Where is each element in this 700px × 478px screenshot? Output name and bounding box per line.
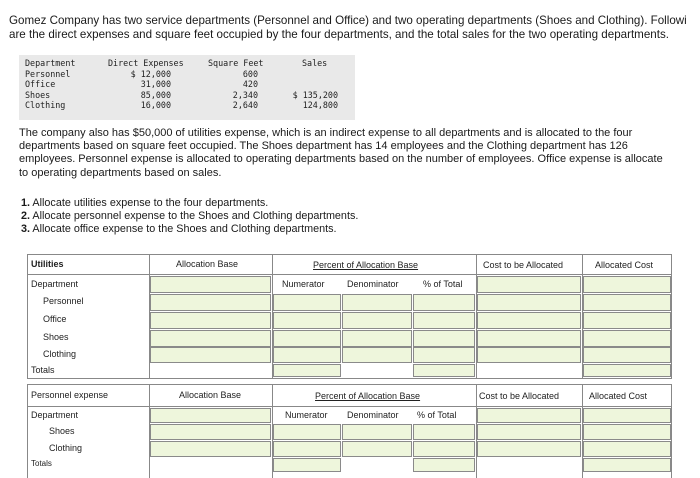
allocation-base-input[interactable] <box>150 276 271 293</box>
square-feet: 600 <box>242 68 258 79</box>
totals-pct-input[interactable] <box>413 364 475 377</box>
dept-name: Office <box>25 79 56 90</box>
totals-allocated-input[interactable] <box>583 458 671 472</box>
task-text: Allocate personnel expense to the Shoes and Clothing departments. <box>30 210 359 222</box>
clothing-allocated-input[interactable] <box>583 347 671 363</box>
totals-label: Totals <box>31 365 55 375</box>
direct-expense: 31,000 <box>140 79 171 90</box>
clothing-numerator-input[interactable] <box>273 441 341 457</box>
paragraph-line: to operating departments based on sales. <box>19 166 222 179</box>
office-allocated-input[interactable] <box>583 312 671 329</box>
denominator-label: Denominator <box>347 410 399 420</box>
utilities-allocation-table <box>27 254 672 378</box>
personnel-allocated-input[interactable] <box>583 294 671 311</box>
direct-expense: 16,000 <box>140 100 171 111</box>
square-feet: 2,340 <box>232 89 258 100</box>
department-data-table <box>19 55 355 120</box>
shoes-numerator-input[interactable] <box>273 330 341 347</box>
task-text: Allocate office expense to the Shoes and Clothing departments. <box>30 223 337 235</box>
square-feet: 2,640 <box>232 100 258 111</box>
denominator-label: Denominator <box>347 279 399 289</box>
personnel-pct-input[interactable] <box>413 294 475 311</box>
task-item <box>21 223 358 236</box>
row-label-office: Office <box>43 314 67 324</box>
clothing-cost-input[interactable] <box>477 347 581 363</box>
shoes-pct-input[interactable] <box>413 424 475 440</box>
utilities-title: Utilities <box>31 259 64 269</box>
cost-to-allocate-input[interactable] <box>477 408 581 423</box>
numerator-label: Numerator <box>285 410 328 420</box>
office-base-input[interactable] <box>150 312 271 329</box>
percent-allocation-header: Percent of Allocation Base <box>315 391 421 401</box>
personnel-expense-title: Personnel expense <box>31 390 109 400</box>
allocated-cost-header: Allocated Cost <box>595 260 654 270</box>
shoes-denominator-input[interactable] <box>342 330 412 347</box>
dept-name: Personnel <box>25 68 71 79</box>
row-label-shoes: Shoes <box>49 426 75 436</box>
clothing-denominator-input[interactable] <box>342 441 412 457</box>
shoes-numerator-input[interactable] <box>273 424 341 440</box>
description-paragraph <box>19 127 699 180</box>
sales: 124,800 <box>302 100 338 111</box>
shoes-denominator-input[interactable] <box>342 424 412 440</box>
clothing-numerator-input[interactable] <box>273 347 341 363</box>
allocation-base-header: Allocation Base <box>179 390 242 400</box>
header-direct-expenses: Direct Expenses <box>108 58 184 68</box>
intro-text <box>9 14 699 42</box>
row-label-clothing: Clothing <box>43 349 77 359</box>
personnel-denominator-input[interactable] <box>342 294 412 311</box>
shoes-base-input[interactable] <box>150 424 271 440</box>
allocation-base-header: Allocation Base <box>176 259 239 269</box>
department-label: Department <box>31 279 79 289</box>
clothing-base-input[interactable] <box>150 347 271 363</box>
office-numerator-input[interactable] <box>273 312 341 329</box>
dept-name: Shoes <box>25 89 51 100</box>
task-number: 2. <box>21 210 31 222</box>
clothing-denominator-input[interactable] <box>342 347 412 363</box>
dept-name: Clothing <box>25 100 66 111</box>
direct-expense: $ 12,000 <box>130 68 171 79</box>
cost-to-allocate-header: Cost to be Allocated <box>483 260 564 270</box>
cost-to-allocate-header: Cost to be Allocated <box>479 391 560 401</box>
shoes-pct-input[interactable] <box>413 330 475 347</box>
clothing-pct-input[interactable] <box>413 441 475 457</box>
square-feet: 420 <box>242 79 258 90</box>
office-denominator-input[interactable] <box>342 312 412 329</box>
allocation-base-input[interactable] <box>150 408 271 423</box>
allocated-cost-header: Allocated Cost <box>589 391 648 401</box>
row-label-clothing: Clothing <box>49 443 83 453</box>
department-label: Department <box>31 410 79 420</box>
personnel-allocation-table <box>27 384 672 478</box>
task-number: 3. <box>21 223 31 235</box>
clothing-base-input[interactable] <box>150 441 271 457</box>
task-number: 1. <box>21 197 31 209</box>
sales <box>285 79 338 90</box>
direct-expense: 85,000 <box>140 89 171 100</box>
shoes-allocated-input[interactable] <box>583 330 671 347</box>
percent-allocation-header: Percent of Allocation Base <box>313 260 419 270</box>
row-label-shoes: Shoes <box>43 332 69 342</box>
pct-total-label: % of Total <box>423 279 463 289</box>
pct-total-label: % of Total <box>417 410 457 420</box>
cost-to-allocate-input[interactable] <box>477 276 581 293</box>
intro-line: are the direct expenses and square feet occupied by the four departments, and the total sales for the two operating departments. <box>9 28 669 41</box>
task-text: Allocate utilities expense to the four departments. <box>30 197 269 209</box>
paragraph-line: employees. Personnel expense is allocated to operating departments based on the number of employees. Office expense is allocate <box>19 153 663 166</box>
clothing-pct-input[interactable] <box>413 347 475 363</box>
clothing-allocated-input[interactable] <box>583 441 671 457</box>
paragraph-line: departments based on square feet occupied. The Shoes department has 14 employees and the Clothing department has 126 <box>19 140 628 153</box>
clothing-cost-input[interactable] <box>477 441 581 457</box>
shoes-cost-input[interactable] <box>477 424 581 440</box>
shoes-base-input[interactable] <box>150 330 271 347</box>
totals-numerator-input[interactable] <box>273 364 341 377</box>
header-sales: Sales <box>302 58 328 68</box>
sales: $ 135,200 <box>292 89 338 100</box>
personnel-base-input[interactable] <box>150 294 271 311</box>
totals-label: Totals <box>31 459 52 468</box>
personnel-cost-input[interactable] <box>477 294 581 311</box>
office-cost-input[interactable] <box>477 312 581 329</box>
office-pct-input[interactable] <box>413 312 475 329</box>
sales <box>285 69 338 80</box>
totals-numerator-input[interactable] <box>273 458 341 472</box>
task-item <box>21 210 358 223</box>
numerator-label: Numerator <box>282 279 325 289</box>
shoes-cost-input[interactable] <box>477 330 581 347</box>
row-label-personnel: Personnel <box>43 296 84 306</box>
task-list <box>21 197 358 236</box>
allocated-cost-input[interactable] <box>583 408 671 423</box>
header-department: Department <box>25 58 76 68</box>
personnel-numerator-input[interactable] <box>273 294 341 311</box>
shoes-allocated-input[interactable] <box>583 424 671 440</box>
header-square-feet: Square Feet <box>208 58 264 68</box>
paragraph-line: The company also has $50,000 of utilities expense, which is an indirect expense to all departments and is allocated to the four <box>19 127 633 139</box>
task-item <box>21 197 358 210</box>
totals-pct-input[interactable] <box>413 458 475 472</box>
allocated-cost-input[interactable] <box>583 276 671 293</box>
totals-allocated-input[interactable] <box>583 364 671 377</box>
intro-line: Gomez Company has two service departments (Personnel and Office) and two operating departments (Shoes and Clothing). Followi <box>9 14 687 27</box>
